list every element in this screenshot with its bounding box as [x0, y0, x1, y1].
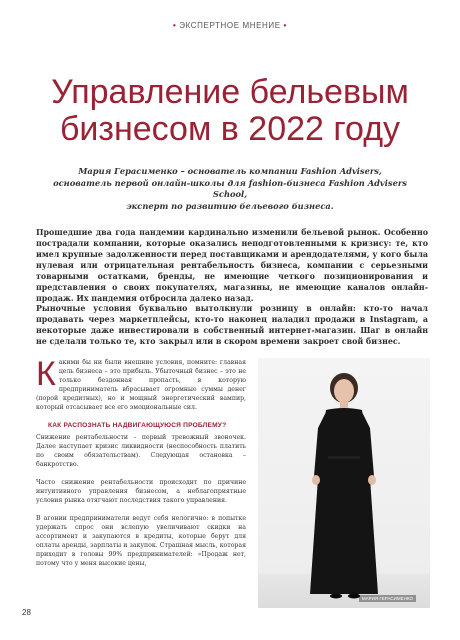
byline-line-3: эксперт по развитию бельевого бизнеса. [126, 200, 334, 211]
page-number: 28 [22, 608, 31, 617]
author-figure [258, 358, 430, 608]
body-paragraph-4: В агонии предприниматели ведут себя нелогично: в попытке удержать спрос они вслепую увеличивают скидки на ассортимент и закупаются в кредиты, которые берут для оплаты аренды, зарплаты и закупок. Страшная мысль, которая приходит в головы 99% предпринимателей: «Продаж нет, потому что у меня высокие цены, [36, 515, 246, 567]
body-paragraph-1-text: акими бы ни были внешние условия, помните: главная цель бизнеса – это прибыль. Убыточный бизнес – это не только бездонная пропасть, в которую предприниматель вбрасывает огромные суммы денег (порой кредитных), но и мощный энергетический вампир, который отсасывает все его эмоциональные сил. [36, 359, 246, 411]
body-paragraph-1 [36, 355, 246, 412]
title-line-2: бизнесом в 2022 году [59, 110, 401, 148]
body-column [36, 355, 246, 577]
body-paragraph-2: Снижение рентабельности – первый тревожный звоночек. Далее наступает кризис ликвидности (неспособность платить по своим обязательствам). Следующая остановка – банкротство. [36, 434, 246, 468]
section-label [0, 21, 460, 30]
article-title [0, 74, 460, 148]
subheading: КАК РАСПОЗНАТЬ НАДВИГАЮЩУЮСЯ ПРОБЛЕМУ? [48, 422, 227, 429]
intro-paragraph-2: Рыночные условия буквально вытолкнули розницу в онлайн: кто-то начал продавать через маркетплейсы, кто-то наконец наладил продажи в Instagram, а некоторые даже инвестировали в собственный интернет-магазин. Шаг в онлайн не сделали только те, кто закрыл или в скором времени закроет свой бизнес. [36, 304, 428, 346]
byline-line-2: основатель первой онлайн-школы для fashion-бизнеса Fashion Advisers School, [53, 177, 407, 199]
author-byline [40, 166, 420, 212]
photo-credit: МАРИЯ ГЕРАСИМЕНКО [359, 595, 416, 602]
body-paragraph-3: Часто снижение рентабельности происходит по причине интуитивного управления бизнесом, а неблагоприятные условия рынка отягчают последствия такого управления. [36, 479, 246, 504]
drop-cap: К [36, 355, 56, 393]
bullet-right: • [283, 21, 287, 30]
bullet-left: • [173, 21, 177, 30]
intro-paragraph-1: Прошедшие два года пандемии кардинально изменили бельевой рынок. Особенно пострадали компании, которые оказались неподготовленными к кризису: те, кто имел крупные задолженности перед поставщиками и арендодателями, у кого была нулевая или отрицательная рентабельность бизнеса, компании с серьезными товарными остатками, бренды, не имеющие четкого позиционирования и представления о своих покупателях, магазины, не имеющие каналов онлайн-продаж. Их пандемия отбросила далеко назад. [36, 228, 428, 303]
author-photo [258, 358, 430, 608]
title-line-1: Управление бельевым [51, 73, 409, 111]
byline-line-1: Мария Герасименко – основатель компании Fashion Advisers, [78, 166, 382, 176]
section-name: ЭКСПЕРТНОЕ МНЕНИЕ [179, 21, 281, 30]
